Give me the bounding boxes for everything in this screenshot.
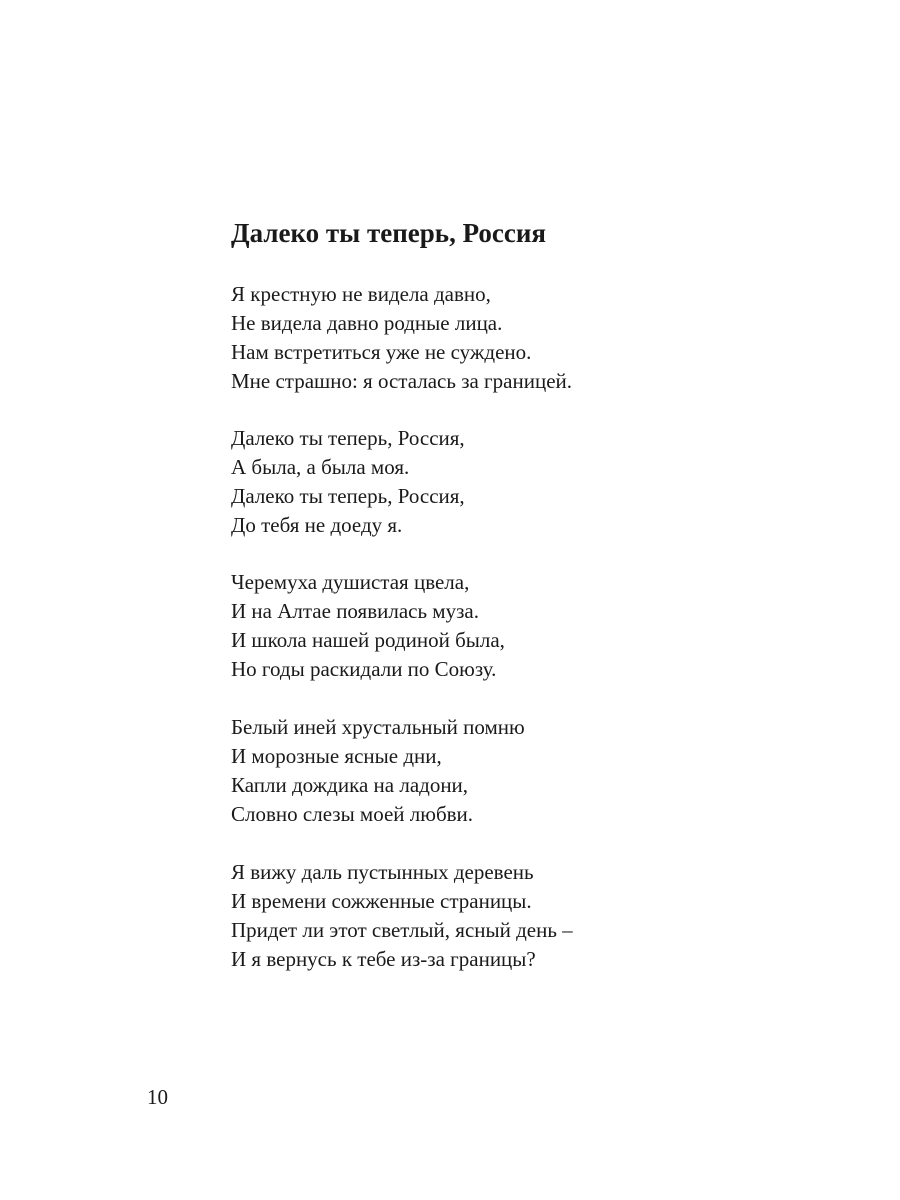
page-number: 10 bbox=[147, 1085, 168, 1109]
poem-line: Нам встретиться уже не суждено. bbox=[231, 340, 532, 364]
poem-line: А была, а была моя. bbox=[231, 455, 410, 479]
poem-line: Белый иней хрустальный помню bbox=[231, 715, 525, 739]
poem-line: Но годы раскидали по Союзу. bbox=[231, 657, 497, 681]
poem-line: И на Алтае появилась муза. bbox=[231, 599, 479, 623]
poem-line: Я вижу даль пустынных деревень bbox=[231, 860, 534, 884]
poem-title: Далеко ты теперь, Россия bbox=[231, 218, 547, 248]
stanza-5 bbox=[231, 858, 573, 974]
poem-line: Черемуха душистая цвела, bbox=[231, 570, 470, 594]
stanza-4 bbox=[231, 713, 525, 829]
poem-line: И морозные ясные дни, bbox=[231, 744, 442, 768]
poem-line: Словно слезы моей любви. bbox=[231, 802, 474, 826]
stanza-1 bbox=[231, 280, 572, 396]
poem-line: Не видела давно родные лица. bbox=[231, 311, 503, 335]
poem-line: До тебя не доеду я. bbox=[231, 513, 403, 537]
poem-line: И школа нашей родиной была, bbox=[231, 628, 505, 652]
stanza-2 bbox=[231, 424, 465, 540]
poem-line: Придет ли этот светлый, ясный день – bbox=[231, 918, 573, 942]
poem-line: Мне страшно: я осталась за границей. bbox=[231, 369, 573, 393]
poem-line: И я вернусь к тебе из-за границы? bbox=[231, 947, 536, 971]
poem-line: И времени сожженные страницы. bbox=[231, 889, 532, 913]
poem-line: Далеко ты теперь, Россия, bbox=[231, 426, 465, 450]
poem-line: Далеко ты теперь, Россия, bbox=[231, 484, 465, 508]
poem-line: Я крестную не видела давно, bbox=[231, 282, 491, 306]
stanza-3 bbox=[231, 568, 505, 684]
poem-line: Капли дождика на ладони, bbox=[231, 773, 469, 797]
